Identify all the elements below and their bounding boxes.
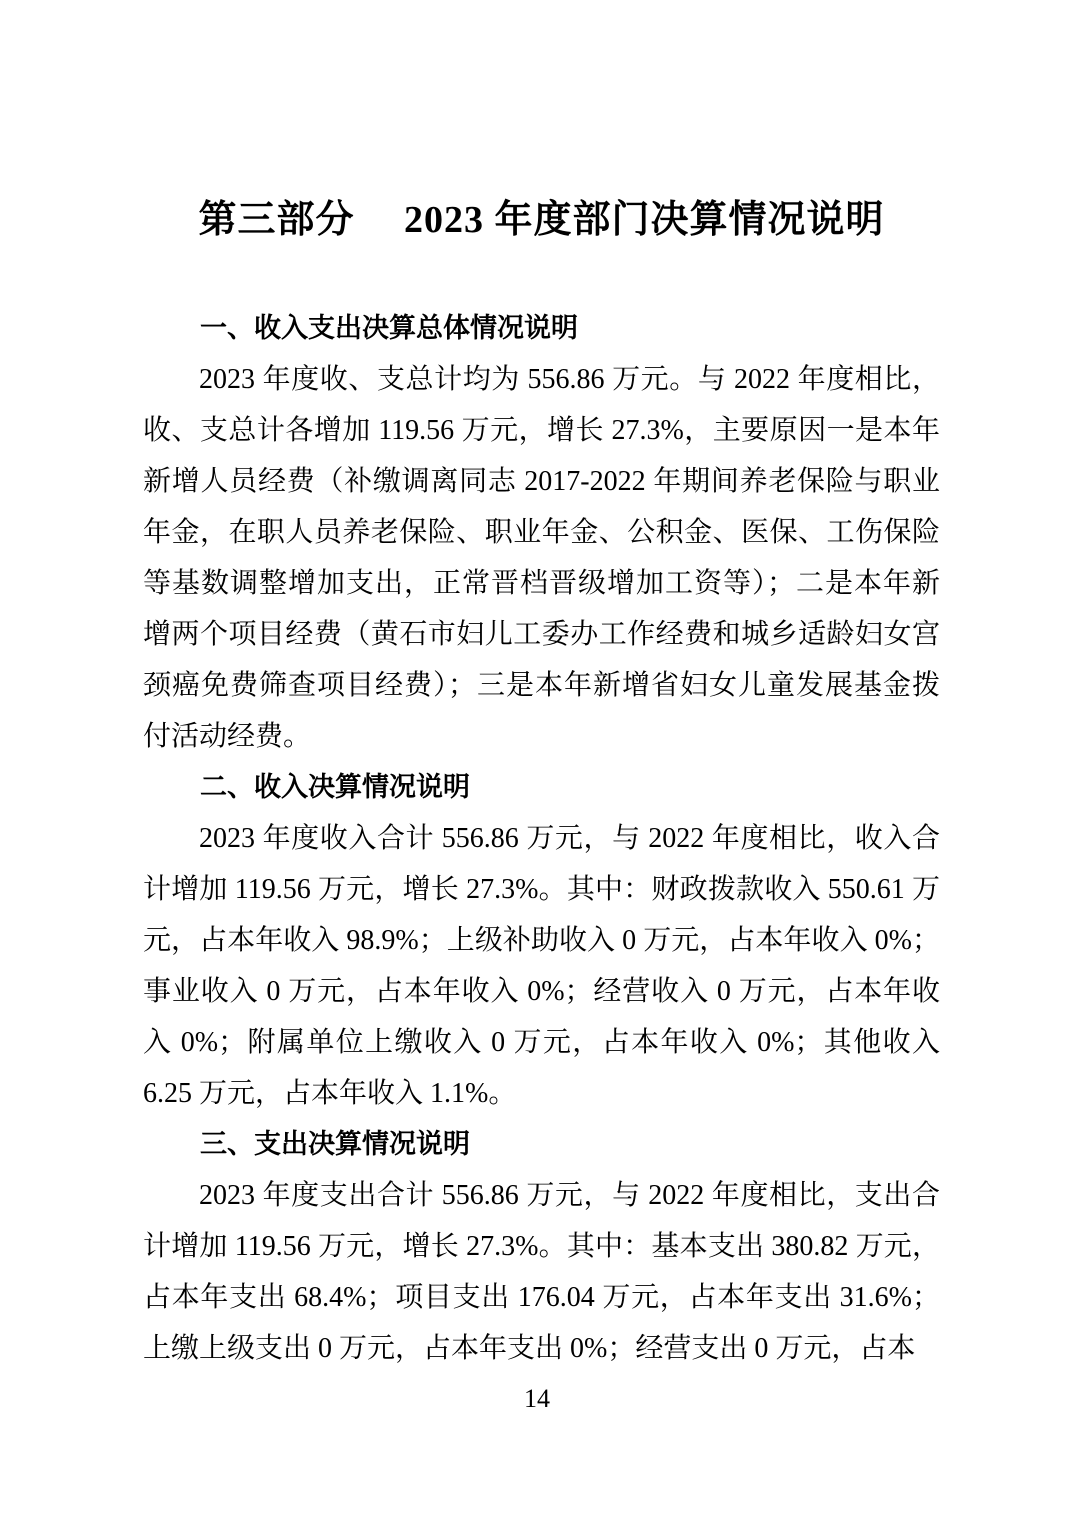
section-revenue — [143, 762, 940, 1119]
section-heading-revenue: 二、收入决算情况说明 — [200, 772, 470, 802]
paragraph-overall-budget: 2023 年度收、支总计均为 556.86 万元。与 2022 年度相比，收、支总计各增加 119.56 万元，增长 27.3%，主要原因一是本年新增人员经费（补缴调离同志 2017-2022 年期间养老保险与职业年金，在职人员养老保险、职业年金、公积金、医保、工伤保险等基数调整增加支出，正常晋档晋级增加工资等）；二是本年新增两个项目经费（黄石市妇儿工委办工作经费和城乡适龄妇女宫颈癌免费筛查项目经费）；三是本年新增省妇女儿童发展基金拨付活动经费。 — [143, 364, 940, 752]
section-expenditure — [143, 1119, 940, 1374]
section-heading-expenditure: 三、支出决算情况说明 — [200, 1129, 470, 1159]
section-heading-overall-budget: 一、收入支出决算总体情况说明 — [200, 313, 578, 343]
paragraph-expenditure: 2023 年度支出合计 556.86 万元，与 2022 年度相比，支出合计增加 119.56 万元，增长 27.3%。其中：基本支出 380.82 万元，占本年支出 68.4%；项目支出 176.04 万元，占本年支出 31.6%；上缴上级支出 0 万元，占本年支出 0%；经营支出 0 万元，占本 — [143, 1180, 940, 1364]
document-title: 第三部分 2023 年度部门决算情况说明 — [198, 199, 885, 241]
page-number: 14 — [524, 1384, 550, 1413]
section-overall-budget — [143, 303, 940, 762]
paragraph-revenue: 2023 年度收入合计 556.86 万元，与 2022 年度相比，收入合计增加 119.56 万元，增长 27.3%。其中：财政拨款收入 550.61 万元，占本年收入 98.9%；上级补助收入 0 万元，占本年收入 0%；事业收入 0 万元，占本年收入 0%；经营收入 0 万元，占本年收入 0%；附属单位上缴收入 0 万元，占本年收入 0%；其他收入 6.25 万元，占本年收入 1.1%。 — [143, 823, 940, 1109]
